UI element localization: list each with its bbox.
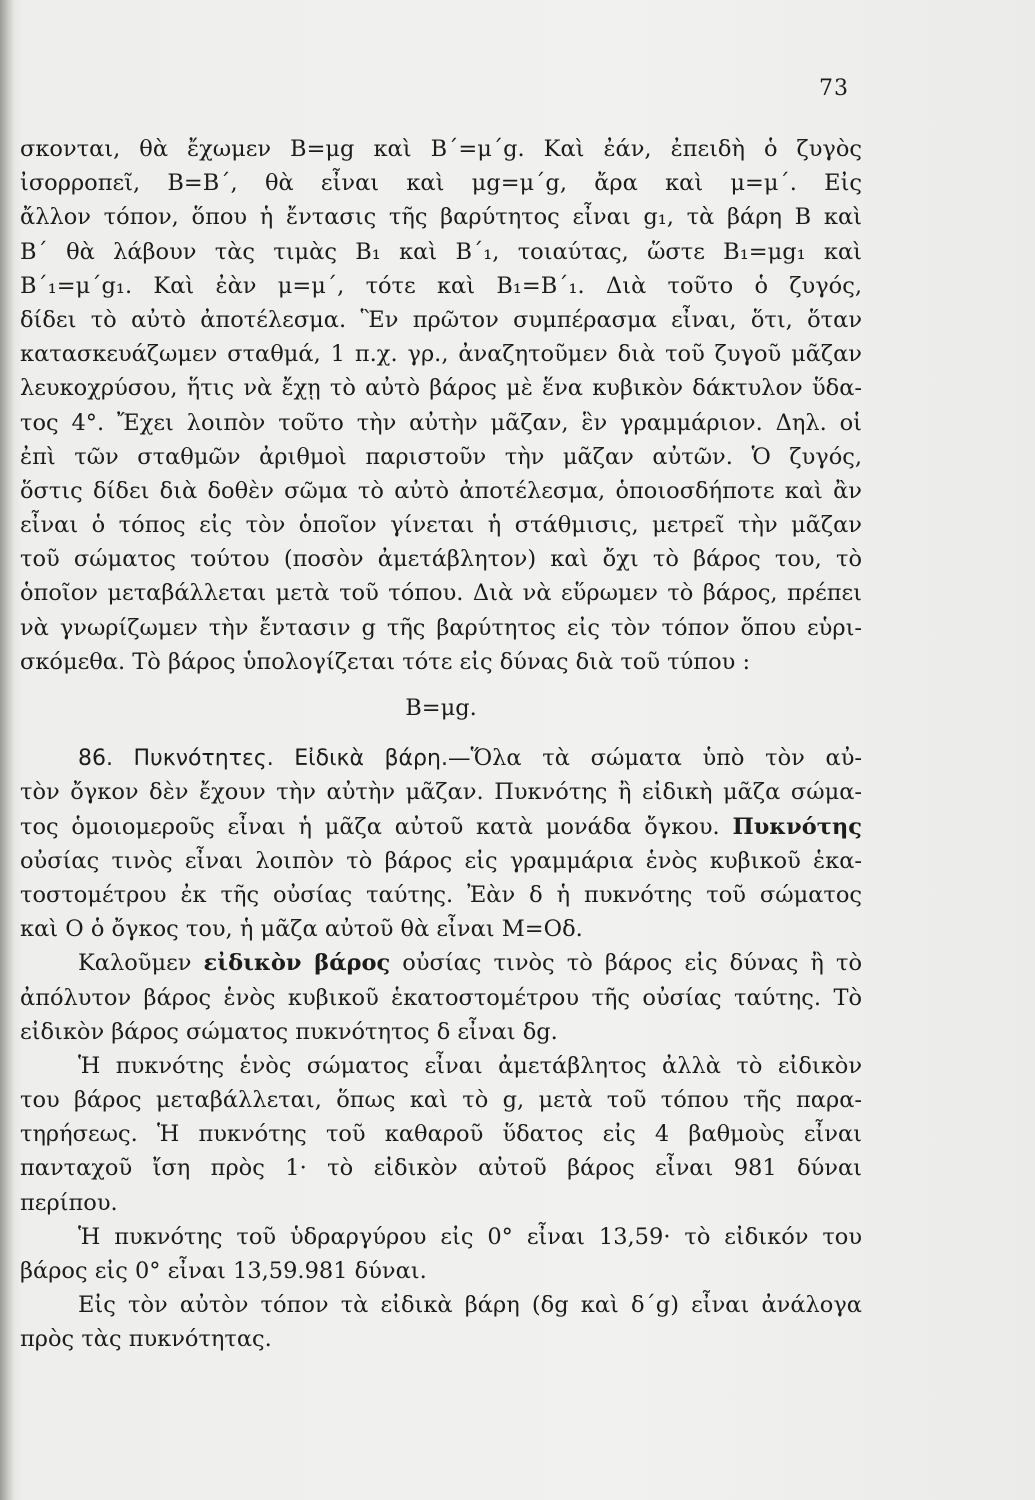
text-line: περίπου. (20, 1189, 118, 1216)
text-line: σκόμεθα. Τὸ βάρος ὑπολογίζεται τότε εἰς δύνας διὰ τοῦ τύπου : (20, 648, 751, 675)
text-line: εἶναι ὁ τόπος εἰς τὸν ὁποῖον γίνεται ἡ στάθμισις, μετρεῖ τὴν μᾶζαν (20, 512, 862, 539)
text-line: Ἡ πυκνότης τοῦ ὑδραργύρου εἰς 0° εἶναι 13,59· τὸ εἰδικόν του (78, 1223, 862, 1250)
section-first-line (20, 741, 862, 775)
text-line: Β΄₁=μ΄g₁. Καὶ ἐὰν μ=μ΄, τότε καὶ Β₁=Β΄₁. Διὰ τοῦτο ὁ ζυγός, (20, 272, 862, 299)
text-line: Ἡ πυκνότης ἑνὸς σώματος εἶναι ἀμετάβλητος ἀλλὰ τὸ εἰδικὸν (78, 1052, 862, 1079)
text-line: εἰδικὸν βάρος σώματος πυκνότητος δ εἶναι δg. (20, 1018, 558, 1045)
text-line (20, 810, 862, 844)
term-density: Πυκνότης (732, 813, 862, 840)
page-number: 73 (819, 76, 849, 101)
text-span: τος ὁμοιομεροῦς εἶναι ἡ μᾶζα αὐτοῦ κατὰ μονάδα ὄγκου. (20, 813, 733, 840)
text-line: πρὸς τὰς πυκνότητας. (20, 1326, 272, 1353)
text-line: σκονται, θὰ ἔχωμεν Β=μg καὶ Β΄=μ΄g. Καὶ ἐάν, ἐπειδὴ ὁ ζυγὸς (20, 136, 862, 162)
text-line: Β΄ θὰ λάβουν τὰς τιμὰς Β₁ καὶ Β΄₁, τοιαύτας, ὥστε Β₁=μg₁ καὶ (20, 238, 862, 265)
text-line: τὸν ὄγκον δὲν ἔχουν τὴν αὐτὴν μᾶζαν. Πυκνότης ἢ εἰδικὴ μᾶζα σώμα- (20, 779, 862, 806)
text-line: ἀπόλυτον βάρος ἑνὸς κυβικοῦ ἑκατοστομέτρου τῆς οὐσίας ταύτης. Τὸ (20, 984, 862, 1011)
text-line: τοστομέτρου ἐκ τῆς οὐσίας ταύτης. Ἐὰν δ ἡ πυκνότης τοῦ σώματος (20, 881, 862, 908)
formula: Β=μg. (405, 695, 477, 721)
text-span: Καλοῦμεν (78, 950, 204, 977)
term-specific-weight: εἰδικὸν βάρος (203, 950, 391, 977)
text-line: καὶ Ο ὁ ὄγκος του, ἡ μᾶζα αὐτοῦ θὰ εἶναι Μ=Οδ. (20, 916, 583, 943)
text-line: πανταχοῦ ἴση πρὸς 1· τὸ εἰδικὸν αὐτοῦ βάρος εἶναι 981 δύναι (20, 1155, 862, 1182)
text-line (20, 946, 862, 980)
text-line: τος 4°. Ἔχει λοιπὸν τοῦτο τὴν αὐτὴν μᾶζαν, ἓν γραμμάριον. Δηλ. οἱ (20, 409, 862, 436)
page-binding-edge (0, 0, 14, 1500)
text-line: λευκοχρύσου, ἥτις νὰ ἔχῃ τὸ αὐτὸ βάρος μὲ ἕνα κυβικὸν δάκτυλον ὕδα- (20, 375, 862, 402)
text-line: ὅστις δίδει διὰ δοθὲν σῶμα τὸ αὐτὸ ἀποτέλεσμα, ὁποιοσδήποτε καὶ ἂν (20, 477, 862, 504)
text-line: ὁποῖον μεταβάλλεται μετὰ τοῦ τόπου. Διὰ νὰ εὕρωμεν τὸ βάρος, πρέπει (20, 580, 862, 607)
text-line: Εἰς τὸν αὐτὸν τόπον τὰ εἰδικὰ βάρη (δg καὶ δ΄g) εἶναι ἀνάλογα (78, 1292, 862, 1319)
text-line: τηρήσεως. Ἡ πυκνότης τοῦ καθαροῦ ὕδατος εἰς 4 βαθμοὺς εἶναι (20, 1121, 862, 1148)
text-line: ἐπὶ τῶν σταθμῶν ἀριθμοὶ παριστοῦν τὴν μᾶζαν αὐτῶν. Ὁ ζυγός, (20, 443, 862, 470)
text-span: οὐσίας τινὸς τὸ βάρος εἰς δύνας ἢ τὸ (390, 950, 862, 977)
text-line: τοῦ σώματος τούτου (ποσὸν ἀμετάβλητον) καὶ ὄχι τὸ βάρος του, τὸ (20, 546, 862, 573)
text-line: οὐσίας τινὸς εἶναι λοιπὸν τὸ βάρος εἰς γραμμάρια ἑνὸς κυβικοῦ ἑκα- (20, 847, 862, 874)
text-line: δίδει τὸ αὐτὸ ἀποτέλεσμα. Ἓν πρῶτον συμπέρασμα εἶναι, ὅτι, ὅταν (20, 306, 862, 333)
text-line: βάρος εἰς 0° εἶναι 13,59.981 δύναι. (20, 1258, 427, 1284)
section-first-line-text: —Ὅλα τὰ σώματα ὑπὸ τὸν αὐ- (447, 745, 862, 772)
section-heading: 86. Πυκνότητες. Εἰδικὰ βάρη. (78, 746, 448, 772)
text-line: κατασκευάζωμεν σταθμά, 1 π.χ. γρ., ἀναζητοῦμεν διὰ τοῦ ζυγοῦ μᾶζαν (20, 341, 862, 368)
text-line: ἄλλον τόπον, ὅπου ἡ ἔντασις τῆς βαρύτητος εἶναι g₁, τὰ βάρη Β καὶ (20, 204, 862, 231)
body-text (20, 132, 862, 1357)
text-line: ἰσορροπεῖ, Β=Β΄, θὰ εἶναι καὶ μg=μ΄g, ἄρα καὶ μ=μ΄. Εἰς (20, 170, 862, 197)
text-line: του βάρος μεταβάλλεται, ὅπως καὶ τὸ g, μετὰ τοῦ τόπου τῆς παρα- (20, 1087, 862, 1114)
text-line: νὰ γνωρίζωμεν τὴν ἔντασιν g τῆς βαρύτητος εἰς τὸν τόπον ὅπου εὑρι- (20, 614, 862, 641)
